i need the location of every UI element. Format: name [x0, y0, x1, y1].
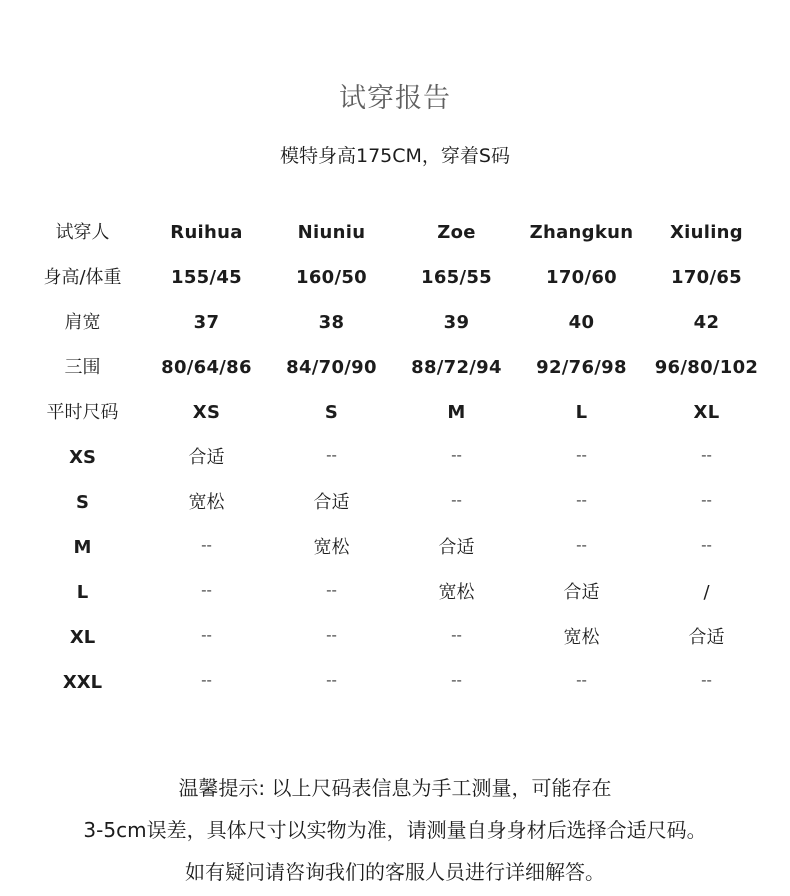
- header-name: Zhangkun: [529, 222, 634, 243]
- table-cell: 合适: [563, 582, 600, 603]
- table-cell: --: [326, 671, 337, 689]
- table-cell: 165/55: [421, 267, 492, 288]
- table-cell: 合适: [313, 492, 350, 513]
- table-cell: S: [324, 402, 339, 423]
- table-row: [0, 345, 790, 390]
- note-line: 3-5cm误差，具体尺寸以实物为准，请测量自身身材后选择合适尺码。: [83, 818, 707, 842]
- table-row: [0, 525, 790, 570]
- table-cell: --: [201, 626, 212, 644]
- table-cell: --: [576, 671, 587, 689]
- report-title: 试穿报告: [339, 83, 451, 114]
- table-row: [0, 255, 790, 300]
- table-row: [0, 435, 790, 480]
- table-cell: --: [451, 491, 462, 509]
- row-label: S: [76, 492, 89, 513]
- table-cell: 合适: [438, 537, 475, 558]
- table-cell: /: [703, 582, 710, 603]
- table-row: [0, 390, 790, 435]
- note-line: 温馨提示: 以上尺码表信息为手工测量，可能存在: [178, 776, 612, 800]
- row-label: 三围: [64, 357, 101, 378]
- table-cell: --: [701, 536, 712, 554]
- table-cell: 37: [193, 312, 220, 333]
- table-body: [0, 255, 790, 705]
- table-cell: 160/50: [296, 267, 367, 288]
- table-cell: XL: [693, 402, 720, 423]
- table-row: [0, 660, 790, 705]
- row-label: XS: [69, 447, 96, 468]
- table-row: [0, 570, 790, 615]
- table-cell: --: [326, 581, 337, 599]
- table-cell: --: [201, 671, 212, 689]
- header-name: Zoe: [437, 222, 476, 243]
- row-label: L: [76, 582, 89, 603]
- table-cell: 80/64/86: [161, 357, 252, 378]
- row-label: M: [73, 537, 92, 558]
- row-label: 肩宽: [64, 312, 101, 333]
- table-cell: 96/80/102: [654, 357, 759, 378]
- table-cell: 155/45: [171, 267, 242, 288]
- fitting-report-table: [0, 210, 790, 705]
- table-cell: 84/70/90: [286, 357, 377, 378]
- header-tester: 试穿人: [55, 222, 110, 243]
- table-cell: --: [326, 626, 337, 644]
- model-info-subtitle: 模特身高175CM，穿着S码: [280, 145, 510, 167]
- row-label: 平时尺码: [46, 402, 119, 423]
- table-header-row: [0, 210, 790, 255]
- table-cell: 42: [693, 312, 720, 333]
- table-cell: XS: [192, 402, 221, 423]
- table-cell: --: [576, 446, 587, 464]
- table-cell: --: [326, 446, 337, 464]
- table-cell: 39: [443, 312, 470, 333]
- table-cell: --: [451, 446, 462, 464]
- table-cell: 合适: [188, 447, 225, 468]
- table-cell: 宽松: [438, 582, 475, 603]
- header-name: Niuniu: [297, 222, 366, 243]
- table-cell: --: [576, 536, 587, 554]
- table-row: [0, 615, 790, 660]
- notes-section: [0, 770, 790, 896]
- table-cell: 宽松: [313, 537, 350, 558]
- table-cell: --: [451, 626, 462, 644]
- table-cell: 合适: [688, 627, 725, 648]
- table-cell: 88/72/94: [411, 357, 502, 378]
- table-cell: M: [447, 402, 466, 423]
- row-label: 身高/体重: [43, 267, 122, 288]
- row-label: XL: [69, 627, 96, 648]
- table-cell: 92/76/98: [536, 357, 627, 378]
- table-row: [0, 480, 790, 525]
- row-label: XXL: [62, 672, 103, 693]
- table-cell: L: [575, 402, 588, 423]
- table-cell: --: [701, 491, 712, 509]
- table-cell: 宽松: [188, 492, 225, 513]
- table-cell: 40: [568, 312, 595, 333]
- table-cell: 170/65: [671, 267, 742, 288]
- table-cell: 170/60: [546, 267, 617, 288]
- table-cell: --: [201, 581, 212, 599]
- table-cell: --: [576, 491, 587, 509]
- table-cell: --: [701, 671, 712, 689]
- table-cell: --: [451, 671, 462, 689]
- table-cell: 宽松: [563, 627, 600, 648]
- note-line: 如有疑问请咨询我们的客服人员进行详细解答。: [185, 860, 605, 884]
- table-cell: 38: [318, 312, 345, 333]
- table-row: [0, 300, 790, 345]
- header-name: Ruihua: [170, 222, 243, 243]
- table-cell: --: [201, 536, 212, 554]
- header-name: Xiuling: [669, 222, 743, 243]
- table-cell: --: [701, 446, 712, 464]
